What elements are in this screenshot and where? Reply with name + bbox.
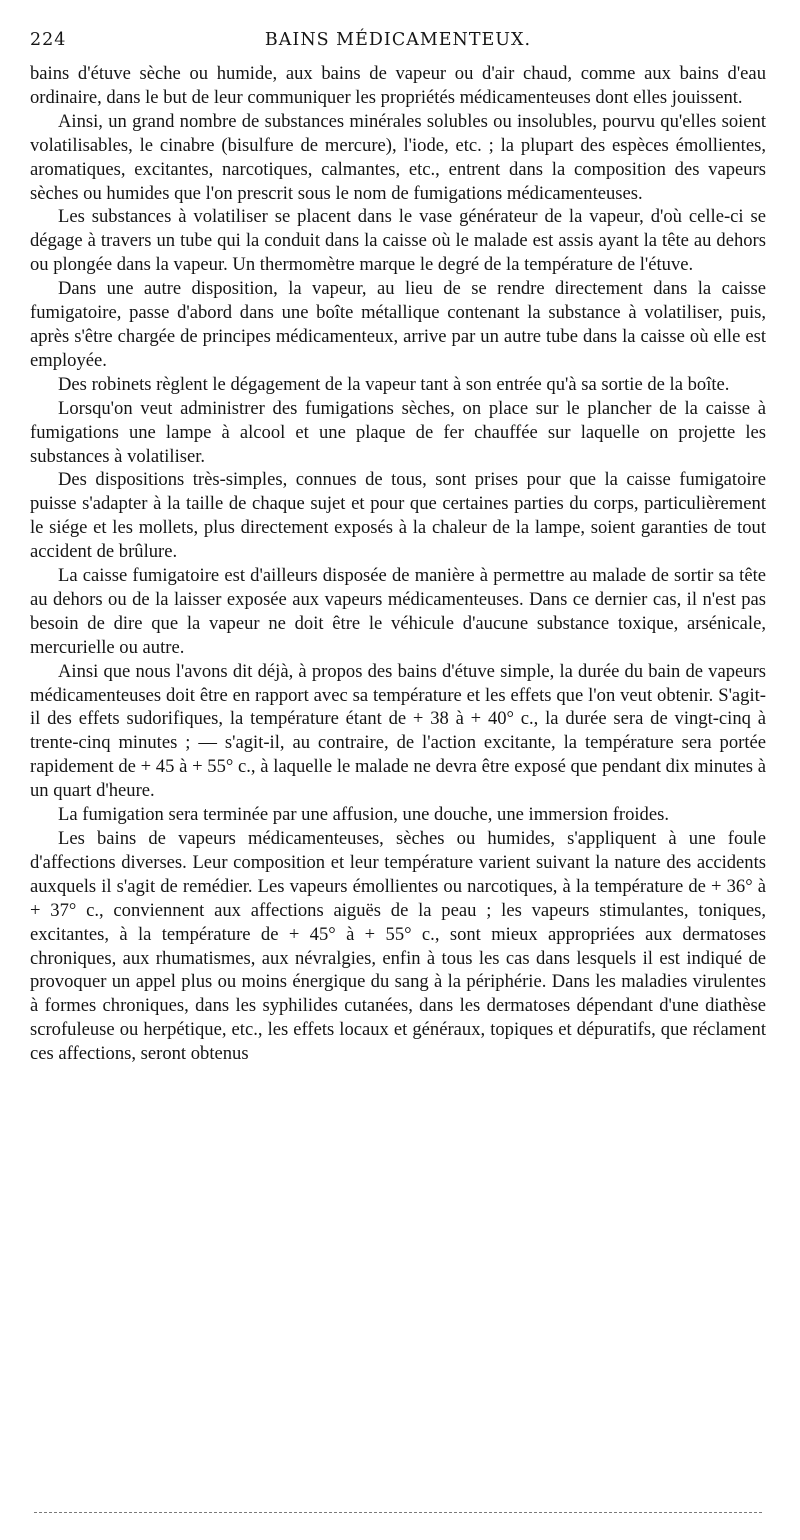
paragraph-continued: bains d'étuve sèche ou humide, aux bains de vapeur ou d'air chaud, comme aux bains d'eau ordinaire, dans le but de leur communiquer les propriétés médicamenteuses dont elles jouissent. (30, 63, 766, 108)
paragraph: La caisse fumigatoire est d'ailleurs disposée de manière à permettre au malade de sortir sa tête au dehors ou de la laisser exposée aux vapeurs médicamenteuses. Dans ce dernier cas, il n'est pas besoin de dire que la vapeur ne doit être le véhicule d'aucune substance toxique, arsénicale, mercurielle ou autre. (30, 565, 766, 658)
paragraph: Les substances à volatiliser se placent dans le vase générateur de la vapeur, d'où celle-ci se dégage à travers un tube qui la conduit dans la caisse où le malade est assis ayant la tête au dehors ou plongée dans la vapeur. Un thermomètre marque le degré de la température de l'étuve. (30, 206, 766, 276)
paragraph: Des robinets règlent le dégagement de la vapeur tant à son entrée qu'à sa sortie de la boîte. (58, 373, 730, 395)
page-header (30, 28, 766, 58)
footer-divider (34, 1512, 762, 1513)
paragraph: Ainsi que nous l'avons dit déjà, à propos des bains d'étuve simple, la durée du bain de vapeurs médicamenteuses doit être en rapport avec sa température et les effets que l'on veut obtenir. S'agit-il des effets sudorifiques, la température étant de + 38 à + 40° c., la durée sera de vingt-cinq à trente-cinq minutes ; — s'agit-il, au contraire, de l'action excitante, la température sera portée rapidement de + 45 à + 55° c., à laquelle le malade ne devra être exposé que pendant dix minutes à un quart d'heure. (30, 660, 766, 802)
paragraph: Ainsi, un grand nombre de substances minérales solubles ou insolubles, pourvu qu'elles soient volatilisables, le cinabre (bisulfure de mercure), l'iode, etc. ; la plupart des espèces émollientes, aromatiques, excitantes, narcotiques, calmantes, etc., entrent dans la composition des vapeurs sèches ou humides que l'on prescrit sous le nom de fumigations médicamenteuses. (30, 110, 766, 204)
paragraph: Lorsqu'on veut administrer des fumigations sèches, on place sur le plancher de la caisse à fumigations une lampe à alcool et une plaque de fer chauffée sur laquelle on projette les substances à volatiliser. (30, 397, 766, 467)
paragraph: La fumigation sera terminée par une affusion, une douche, une immersion froides. (58, 804, 669, 826)
page-number: 224 (30, 30, 67, 50)
book-page (30, 28, 766, 1066)
page-body (30, 62, 766, 1066)
paragraph: Dans une autre disposition, la vapeur, au lieu de se rendre directement dans la caisse fumigatoire, passe d'abord dans une boîte métallique contenant la substance à volatiliser, puis, après s'être chargée de principes médicamenteux, arrive par un autre tube dans la caisse où elle est employée. (30, 278, 766, 371)
paragraph: Des dispositions très-simples, connues de tous, sont prises pour que la caisse fumigatoire puisse s'adapter à la taille de chaque sujet et pour que certaines parties du corps, particulièrement le siége et les mollets, plus directement exposés à la chaleur de la lampe, soient garanties de tout accident de brûlure. (30, 469, 766, 563)
paragraph: Les bains de vapeurs médicamenteuses, sèches ou humides, s'appliquent à une foule d'affections diverses. Leur composition et leur température varient suivant la nature des accidents auxquels il s'agit de remédier. Les vapeurs émollientes ou narcotiques, à la température de + 36° à + 37° c., conviennent aux affections aiguës de la peau ; les vapeurs stimulantes, toniques, excitantes, à la température de + 45° à + 55° c., sont mieux appropriées aux dermatoses chroniques, aux rhumatismes, aux névralgies, enfin à tous les cas dans lesquels il est indiqué de provoquer un appel plus ou moins énergique du sang à la périphérie. Dans les maladies virulentes à formes chroniques, dans les syphilides cutanées, dans les dermatoses dépendant d'une diathèse scrofuleuse ou herpétique, etc., les effets locaux et généraux, topiques et dépuratifs, que réclament ces affections, seront obtenus (30, 828, 766, 1065)
running-title: BAINS MÉDICAMENTEUX. (264, 30, 532, 50)
